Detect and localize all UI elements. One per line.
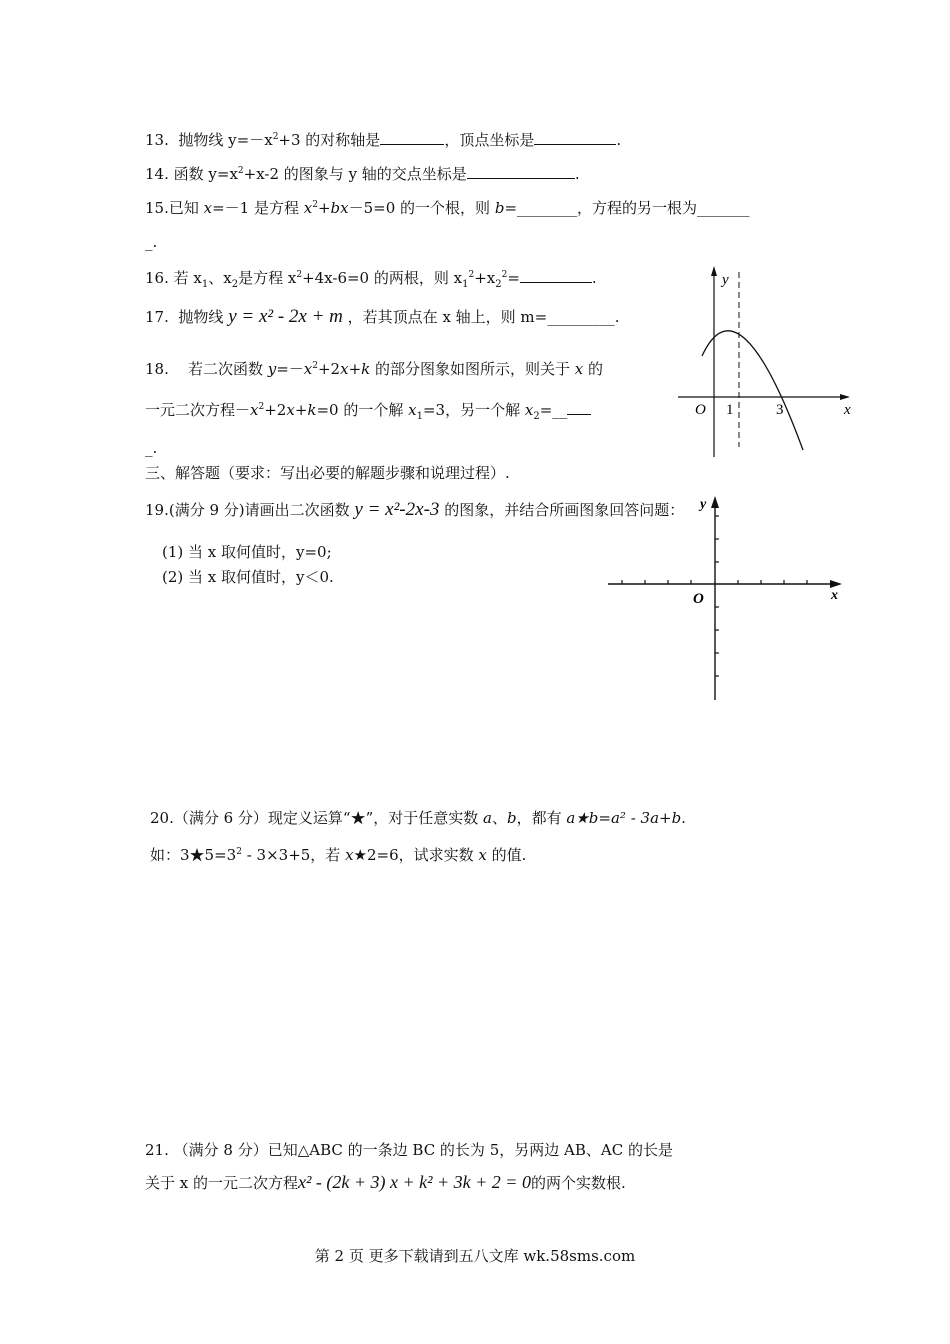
y-label: y	[700, 497, 707, 512]
blank-grid-19[interactable]	[600, 488, 850, 703]
origin-label: O	[693, 591, 704, 607]
question-21: 21. （满分 8 分）已知△ABC 的一条边 BC 的长为 5，另两边 AB、AC 的长是	[145, 1141, 673, 1159]
answer-blank[interactable]	[467, 164, 575, 179]
x-label: x	[831, 588, 838, 603]
x-axis-arrow	[830, 580, 842, 588]
section-3-heading: 三、解答题（要求：写出必要的解题步骤和说理过程）.	[145, 464, 510, 482]
question-18: 18. 若二次函数 $y=-x^2+2x+k$ 的部分图象如图所示，则关于 x 的	[145, 360, 604, 378]
question-13: 13. 抛物线 $y=-x^2+3$ 的对称轴是 ，顶点坐标是 .	[145, 131, 622, 149]
operation-definition: a★b=a² - 3a+b.	[566, 809, 686, 827]
answer-blank[interactable]	[380, 130, 444, 145]
x-label: x	[844, 402, 851, 418]
parabola-curve	[702, 331, 803, 450]
question-19-part-1: (1) 当 x 取何值时，y=0;	[162, 543, 332, 561]
question-14: 14. 函数 $y=x^2+x-2$ 的图象与 y 轴的交点坐标是 .	[145, 165, 580, 183]
answer-blank[interactable]	[567, 400, 591, 415]
question-15-continuation: _.	[145, 233, 158, 251]
x-axis-arrow	[840, 394, 850, 400]
page-footer: 第 2 页 更多下载请到五八文库 wk.58sms.com	[314, 1247, 636, 1265]
origin-label: O	[695, 402, 706, 418]
formula-19: y = x²-2x-3	[354, 499, 440, 520]
question-19: 19.(满分 9 分)请画出二次函数 y = x²-2x-3 的图象，并结合所画图象回答问题：	[145, 499, 685, 520]
question-20: 20.（满分 6 分）现定义运算“★”，对于任意实数 a、b，都有 a★b=a² - 3a+b.	[150, 809, 686, 827]
y-label: y	[722, 272, 729, 288]
formula-21: x² - (2k + 3) x + k² + 3k + 2 = 0	[298, 1172, 531, 1192]
question-16: 16. 若 $x_1$、$x_2$是方程 $x^2+4x-6=0$ 的两根，则 $x_1^2+x_2^2=$ .	[145, 269, 597, 290]
question-20-example: 如：$3★5=3^2 - 3\times 3+5$，若 x★2=6，试求实数 x 的值.	[150, 846, 527, 864]
question-18-line2: 一元二次方程$-x^2+2x+k=0$ 的一个解 $x_1=3$，另一个解 $x_2=\_\_$	[145, 397, 591, 427]
question-15: 15.已知 x=－1 是方程 $x^2+bx-5=0$ 的一个根，则 b=________，方程的另一根为_______	[145, 199, 750, 217]
tick-label-1: 1	[726, 402, 734, 418]
answer-blank[interactable]	[520, 268, 592, 283]
question-18-continuation: _.	[145, 439, 158, 457]
question-21-line2: 关于 x 的一元二次方程x² - (2k + 3) x + k² + 3k + 2 = 0的两个实数根.	[145, 1172, 626, 1192]
parabola-graph-18	[670, 262, 865, 462]
question-19-part-2: (2) 当 x 取何值时，y＜0.	[162, 568, 334, 586]
question-17: 17. 抛物线 y = x² - 2x + m ，若其顶点在 x 轴上，则 m=_________.	[145, 306, 620, 327]
tick-label-3: 3	[776, 402, 784, 418]
answer-blank[interactable]	[534, 130, 616, 145]
y-axis-arrow	[711, 266, 717, 276]
y-axis-arrow	[711, 496, 719, 508]
formula-17: y = x² - 2x + m	[228, 306, 343, 327]
